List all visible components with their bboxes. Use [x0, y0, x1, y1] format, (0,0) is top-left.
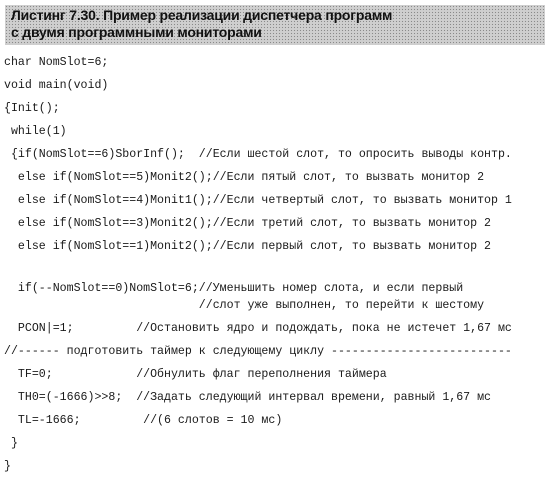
listing-title-line-2: с двумя программными мониторами: [11, 24, 262, 40]
code-listing: [4, 54, 548, 481]
code-line: }: [4, 460, 11, 473]
listing-title-line-1: Листинг 7.30. Пример реализации диспетчера программ: [11, 7, 393, 23]
code-line: {if(NomSlot==6)SborInf(); //Если шестой слот, то опросить выводы контр.: [4, 148, 512, 161]
code-line: TF=0; //Обнулить флаг переполнения таймера: [4, 368, 387, 381]
code-line: else if(NomSlot==5)Monit2();//Если пятый слот, то вызвать монитор 2: [4, 171, 485, 184]
code-line-blank: [4, 261, 548, 281]
code-line: //------ подготовить таймер к следующему циклу --------------------------: [4, 345, 512, 358]
code-line: {Init();: [4, 102, 60, 115]
code-line: else if(NomSlot==3)Monit2();//Если третий слот, то вызвать монитор 2: [4, 217, 492, 230]
code-line: TH0=(-1666)>>8; //Задать следующий интервал времени, равный 1,67 мс: [4, 391, 492, 404]
listing-header: [5, 5, 545, 45]
code-line: if(--NomSlot==0)NomSlot=6;//Уменьшить номер слота, и если первый: [4, 282, 464, 295]
code-line: else if(NomSlot==4)Monit1();//Если четвертый слот, то вызвать монитор 1: [4, 194, 512, 207]
code-line: void main(void): [4, 79, 109, 92]
code-line: }: [4, 437, 18, 450]
code-line: PCON|=1; //Остановить ядро и подождать, пока не истечет 1,67 мс: [4, 322, 512, 335]
code-line: while(1): [4, 125, 67, 138]
code-line: //слот уже выполнен, то перейти к шестому: [4, 299, 485, 312]
code-line: else if(NomSlot==1)Monit2();//Если первый слот, то вызвать монитор 2: [4, 240, 492, 253]
code-line: char NomSlot=6;: [4, 56, 109, 69]
code-line: TL=-1666; //(6 слотов = 10 мс): [4, 414, 283, 427]
